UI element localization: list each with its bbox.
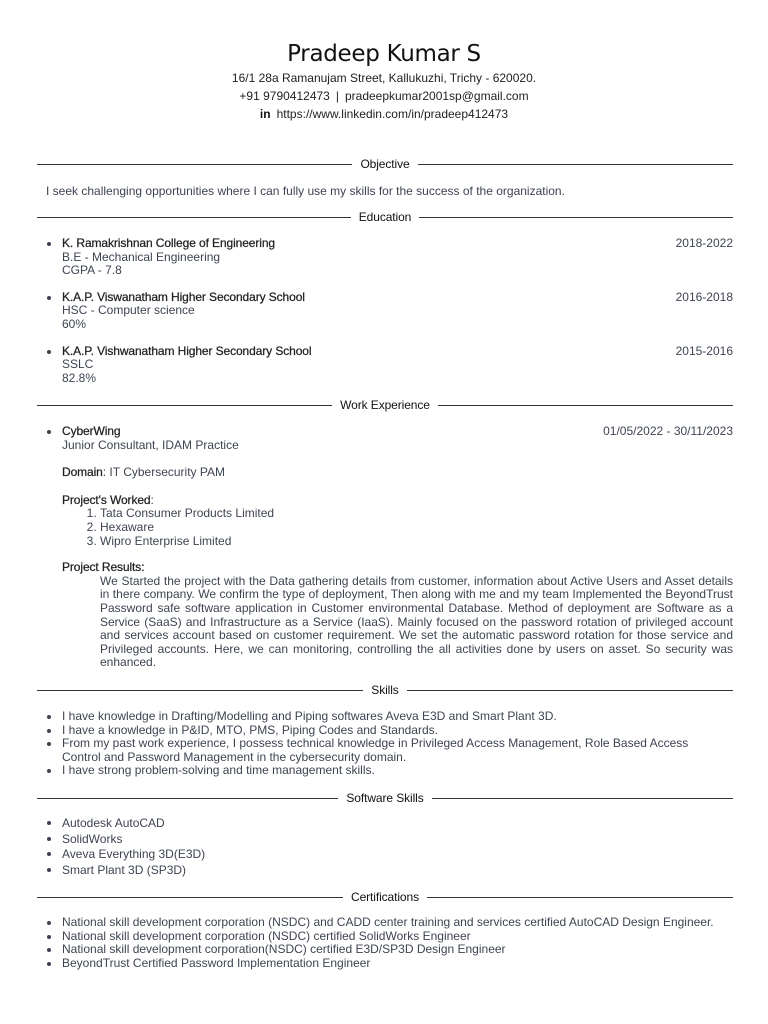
score: CGPA - 7.8 [62,263,122,278]
projects-line [62,494,733,508]
education-item [37,291,733,332]
work-item [37,425,733,670]
project-item: 3. Wipro Enterprise Limited [100,535,733,549]
list-item: Aveva Everything 3D(E3D) [62,847,733,863]
score: 60% [62,316,87,331]
education-item [37,237,733,278]
objective-text: I seek challenging opportunities where I can fully use my skills for the success of the organization. [46,184,565,198]
work-section [37,425,733,670]
objective-section [37,184,733,198]
certifications-heading [37,890,733,904]
bullet [47,296,51,300]
heading-rule-left [37,217,351,218]
objective-heading [37,157,733,171]
address: 16/1 28a Ramanujam Street, Kallukuzhi, Trichy - 620020. [231,71,537,85]
degree: HSC - Computer science [62,303,195,318]
results-label: Project Results: [62,560,145,575]
list-item: I have a knowledge in P&ID, MTO, PMS, Piping Codes and Standards. [62,724,705,738]
work-dates: 01/05/2022 - 30/11/2023 [603,424,733,438]
projects-label: Project's Worked [62,492,151,507]
skills-section [37,710,733,778]
list-item: National skill development corporation (NSDC) and CADD center training and services certified AutoCAD Design Engineer. [62,916,733,930]
education-heading [37,210,733,224]
list-item: National skill development corporation (NSDC) certified SolidWorks Engineer [62,930,733,944]
section-title: Education [358,210,412,224]
bullet [47,242,51,246]
domain-label: Domain [62,465,103,480]
project-item: 1. Tata Consumer Products Limited [100,507,733,521]
section-title: Work Experience [340,398,430,412]
heading-rule-left [37,164,352,165]
school-name: K. Ramakrishnan College of Engineering [62,236,275,250]
section-title: Skills [371,683,399,697]
heading-rule-left [37,897,343,898]
degree: B.E - Mechanical Engineering [62,249,221,264]
degree: SSLC [62,357,94,372]
software-skills-section [37,816,733,878]
list-item: I have knowledge in Drafting/Modelling and Piping softwares Aveva E3D and Smart Plant 3D. [62,710,705,724]
resume-header [0,40,768,123]
list-item: Smart Plant 3D (SP3D) [62,863,733,879]
heading-rule-left [37,798,338,799]
bullet [47,350,51,354]
email-link[interactable]: pradeepkumar2001sp@gmail.com [344,89,529,103]
project-item: 2. Hexaware [100,521,733,535]
heading-rule-right [407,690,733,691]
list-item: SolidWorks [62,832,733,848]
contact-line [0,87,768,105]
linkedin-line [0,105,768,123]
company-name: CyberWing [62,424,121,438]
education-years: 2015-2016 [675,343,733,358]
skills-heading [37,683,733,697]
software-skills-heading [37,791,733,805]
candidate-name: Pradeep Kumar S [287,41,481,67]
education-years: 2018-2022 [675,236,733,250]
list-item: From my past work experience, I possess technical knowledge in Privileged Access Management, Role Based Access Control and Password Management in the cybersecurity domain. [62,737,705,764]
score: 82.8% [62,370,97,385]
projects-list [62,507,733,548]
heading-rule-right [438,405,733,406]
certifications-section [37,916,733,970]
section-title: Objective [360,157,410,171]
certifications-list [37,916,733,970]
bullet [47,430,51,434]
heading-rule-right [418,164,733,165]
school-name: K.A.P. Vishwanatham Higher Secondary School [62,343,312,358]
list-item: National skill development corporation(NSDC) certified E3D/SP3D Design Engineer [62,943,733,957]
software-list [37,816,733,878]
projects-colon: : [150,492,154,507]
linkedin-icon: in [259,107,271,121]
education-years: 2016-2018 [675,289,733,304]
job-role: Junior Consultant, IDAM Practice [62,437,239,452]
heading-rule-right [427,897,733,898]
education-section [37,237,733,385]
work-heading [37,398,733,412]
education-item [37,345,733,386]
heading-rule-left [37,690,363,691]
section-title: Certifications [351,890,419,904]
domain-value: : IT Cybersecurity PAM [102,465,225,480]
list-item: Autodesk AutoCAD [62,816,733,832]
phone-number: +91 9790412473 [239,89,330,103]
list-item: BeyondTrust Certified Password Implementation Engineer [62,957,733,971]
results-text: We Started the project with the Data gathering details from customer, information about Active Users and Asset details in there company. We confirm the type of deployment, Then along with me and my team Implemented the BeyondTrust Password safe software application in Customer environmental Database. Method of deployment are Software as a Service (SaaS) and Infrastructure as a Service (IaaS). Mainly focused on the password rotation of privileged account and services account based on customer requirement. We set the automatic password rotation for those service and Privileged accounts. Here, we can monitoring, controlling the all activities done by users on asset. So security was enhanced. [100,573,733,670]
skills-list [37,710,733,778]
list-item: I have strong problem-solving and time management skills. [62,764,705,778]
heading-rule-right [419,217,733,218]
heading-rule-left [37,405,332,406]
linkedin-link[interactable]: https://www.linkedin.com/in/pradeep412473 [276,107,509,121]
school-name: K.A.P. Viswanatham Higher Secondary School [62,289,305,304]
section-title: Software Skills [346,791,424,805]
contact-separator: | [335,89,339,103]
heading-rule-right [432,798,733,799]
domain-line [62,466,733,480]
